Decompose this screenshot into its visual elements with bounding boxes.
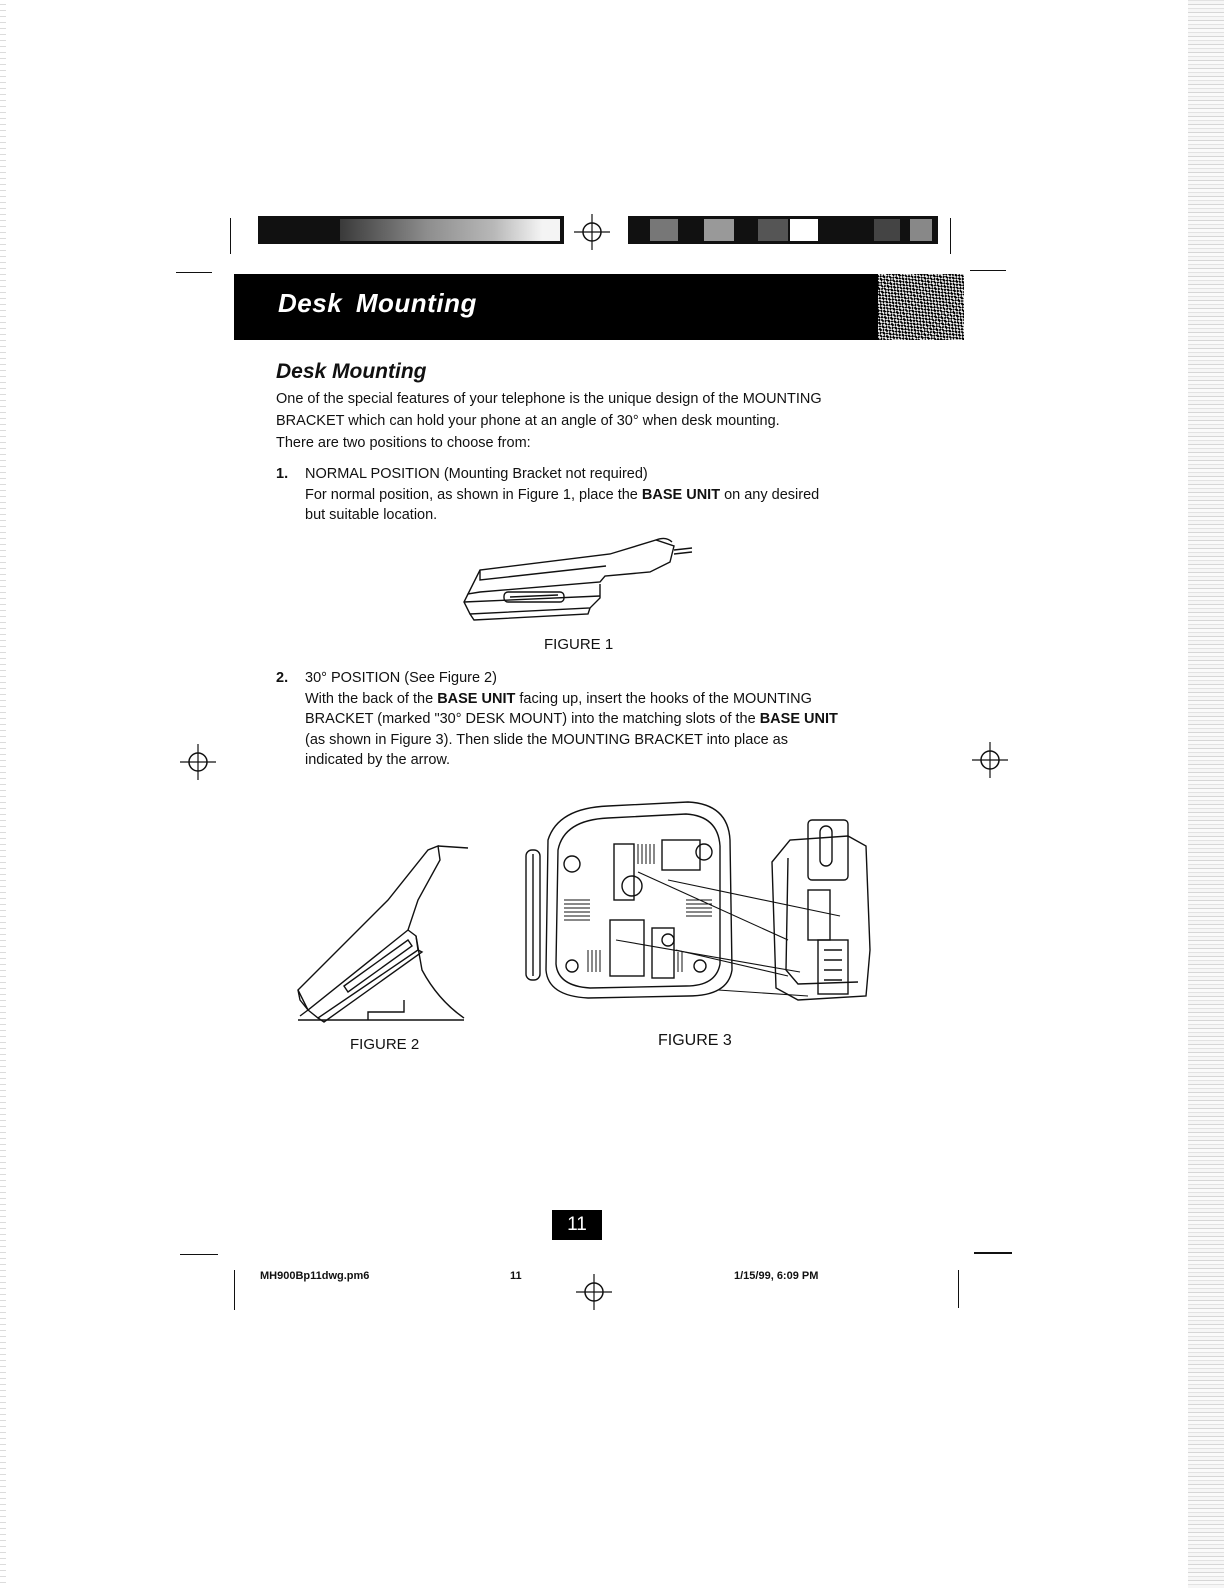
crop-mark [176,272,212,273]
banner-title: Desk Mounting [278,288,477,318]
step-text-line: but suitable location. [305,507,438,523]
figure-1-illustration [460,532,700,628]
step-1-body [305,464,905,526]
footer-page: 11 [510,1270,522,1282]
intro-line: There are two positions to choose from: [276,435,531,451]
intro-line: BRACKET which can hold your phone at an angle of 30° when desk mounting. [276,413,780,429]
step-title: 30° POSITION (See Figure 2) [305,670,497,686]
header-banner [234,274,964,340]
scan-edge-left [0,0,6,1588]
intro-paragraph [276,388,916,454]
crop-mark [958,1270,959,1308]
calibration-bar-right [628,216,938,244]
footer-filename: MH900Bp11dwg.pm6 [260,1270,370,1282]
figure-1-caption: FIGURE 1 [544,636,614,653]
crop-mark [234,1270,235,1310]
step-text-line: indicated by the arrow. [305,752,451,768]
step-2-body [305,668,905,771]
figure-3-illustration [518,800,888,1010]
step-number: 2. [276,670,289,686]
step-text-line: BRACKET (marked "30° DESK MOUNT) into the matching slots of the BASE UNIT [305,711,838,727]
page-number: 11 [552,1210,602,1240]
scan-edge-right [1188,0,1224,1588]
crop-mark [950,218,951,254]
registration-target-icon [970,740,1010,780]
intro-line: One of the special features of your telephone is the unique design of the MOUNTING [276,391,822,407]
crop-mark [180,1254,218,1255]
section-heading: Desk Mounting [276,360,427,383]
registration-target-icon [572,212,612,252]
crop-mark [230,218,231,254]
crop-mark [970,270,1006,271]
banner-texture [878,274,964,340]
step-title: NORMAL POSITION (Mounting Bracket not required) [305,466,648,482]
registration-target-icon [178,742,218,782]
step-text-line: With the back of the BASE UNIT facing up, insert the hooks of the MOUNTING [305,690,812,707]
step-text-line: For normal position, as shown in Figure 1, place the BASE UNIT on any desired [305,486,820,503]
step-text-line: (as shown in Figure 3). Then slide the MOUNTING BRACKET into place as [305,731,788,748]
registration-target-icon [574,1272,614,1312]
figure-2-illustration [288,840,478,1030]
figure-3-caption: FIGURE 3 [658,1032,732,1049]
step-number: 1. [276,466,289,482]
footer-timestamp: 1/15/99, 6:09 PM [734,1270,819,1282]
figure-2-caption: FIGURE 2 [350,1036,420,1053]
calibration-bar-left [258,216,564,244]
crop-mark [974,1252,1012,1254]
